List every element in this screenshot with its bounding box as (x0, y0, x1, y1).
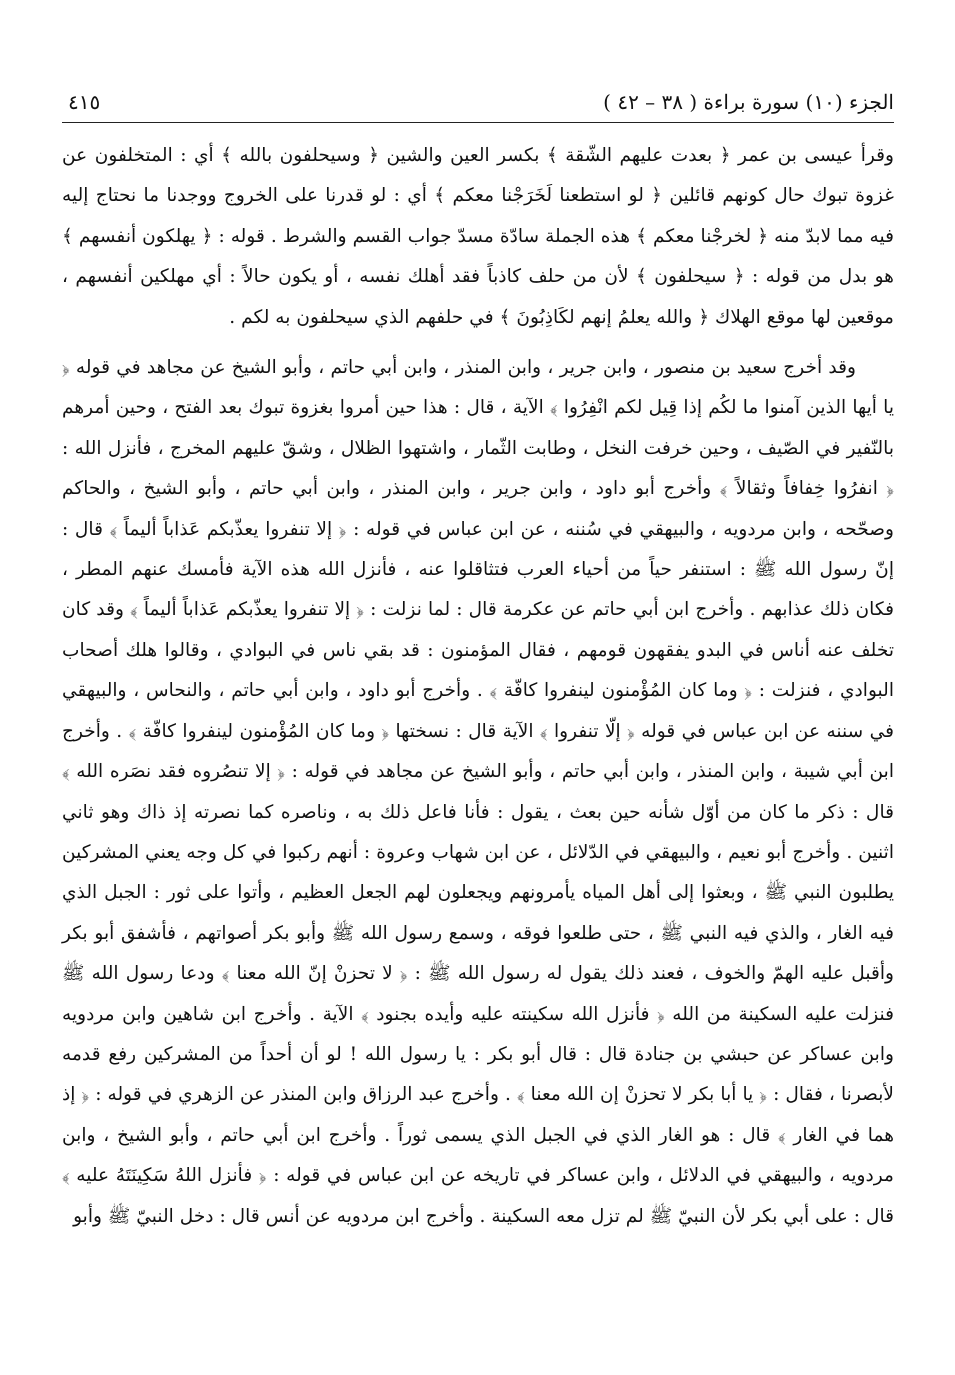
paragraph: وقد أخرج سعيد بن منصور ، وابن جرير ، وابن المنذر ، وابن أبي حاتم ، وأبو الشيخ عن مجاهد في قوله ﴿ يا أيها الذين آمنوا ما لكُم إذا قِيل لكم انْفِرُوا ﴾ الآية ، قال : هذا حين أمروا بغزوة تبوك بعد الفتح ، وحين أمرهم بالنّفير في الصّيف ، وحين خرفت النخل ، وطابت الثّمار ، واشتهوا الظلال ، وشقّ عليهم المخرج ، فأنزل الله : ﴿ انفرُوا خِفافاً وثقالاً ﴾ وأخرج أبو داود ، وابن جرير ، وابن المنذر ، وابن أبي حاتم ، وأبو الشيخ ، والحاكم وصحّحه ، وابن مردويه ، والبيهقي في سُننه ، عن ابن عباس في قوله : ﴿ إلا تنفروا يعذّبكم عَذاباً أليماً ﴾ قال : إنّ رسول الله ﷺ : استنفر حياً من أحياء العرب فتثاقلوا عنه ، فأنزل الله هذه الآية فأمسك عنهم المطر ، فكان ذلك عذابهم . وأخرج ابن أبي حاتم عن عكرمة قال : لما نزلت : ﴿ إلا تنفروا يعذّبكم عَذاباً أليماً ﴾ وقد كان تخلف عنه أناس في البدو يفقهون قومهم ، فقال المؤمنون : قد بقي ناس في البوادي ، وقالوا هلك أصحاب البوادي ، فنزلت : ﴿ وما كان المُؤْمنون لينفروا كافّة ﴾ . وأخرج أبو داود ، وابن أبي حاتم ، والنحاس ، والبيهقي في سننه عن ابن عباس في قوله ﴿ إلّا تنفروا ﴾ الآية قال : نسختها ﴿ وما كان المُؤْمنون لينفروا كافّة ﴾ . وأخرج ابن أبي شيبة ، وابن المنذر ، وابن أبي حاتم ، وأبو الشيخ عن مجاهد في قوله : ﴿ إلا تنصُروه فقد نصَره الله ﴾ قال : ذكر ما كان من أوّل شأنه حين بعث ، يقول : فأنا فاعل ذلك به ، وناصره كما نصرته إذ ذاك وهو ثاني اثنين . وأخرج أبو نعيم ، والبيهقي في الدّلائل ، عن ابن شهاب وعروة : أنهم ركبوا في كل وجه يعني المشركين يطلبون النبي ﷺ ، وبعثوا إلى أهل المياه يأمرونهم ويجعلون لهم الجعل العظيم ، وأتوا على ثور : الجبل الذي فيه الغار ، والذي فيه النبي ﷺ ، حتى طلعوا فوقه ، وسمع رسول الله ﷺ وأبو بكر أصواتهم ، فأشفق أبو بكر وأقبل عليه الهمّ والخوف ، فعند ذلك يقول له رسول الله ﷺ : ﴿ لا تحزنْ إنّ الله معنا ﴾ ودعا رسول الله ﷺ فنزلت عليه السكينة من الله ﴿ فأنزل الله سكينته عليه وأيده بجنود ﴾ الآية . وأخرج ابن شاهين وابن مردويه وابن عساكر عن حبشي بن جنادة قال : قال أبو بكر : يا رسول الله ! لو أن أحداً من المشركين رفع قدمه لأبصرنا ، فقال : ﴿ يا أبا بكر لا تحزنْ إن الله معنا ﴾ . وأخرج عبد الرزاق وابن المنذر عن الزهري في قوله : ﴿ إذ هما في الغار ﴾ قال : هو الغار الذي في الجبل الذي يسمى ثوراً . وأخرج ابن أبي حاتم ، وأبو الشيخ ، وابن مردويه ، والبيهقي في الدلائل ، وابن عساكر في تاريخه عن ابن عباس في قوله : ﴿ فأنزل اللهُ سَكِينَتَهُ عليه ﴾ قال : على أبي بكر لأن النبيّ ﷺ لم تزل معه السكينة . وأخرج ابن مردويه عن أنس قال : دخل النبيّ ﷺ وأبو (62, 357, 895, 1227)
running-header (62, 88, 894, 123)
main-text (62, 136, 894, 1237)
running-title: الجزء (١٠) سورة براءة ( ٣٨ – ٤٢ ) (603, 90, 894, 114)
page-number: ٤١٥ (68, 90, 101, 114)
paragraph: وقرأ عيسى بن عمر ﴿ بعدت عليهم الشّقة ﴾ بكسر العين والشين ﴿ وسيحلفون بالله ﴾ أي : المتخلفون عن غزوة تبوك حال كونهم قائلين ﴿ لو استطعنا لَخَرَجْنا معكم ﴾ أي : لو قدرنا على الخروج ووجدنا ما نحتاج إليه فيه مما لابدّ منه ﴿ لخرجْنا معكم ﴾ هذه الجملة سادّة مسدّ جواب القسم والشرط . قوله : ﴿ يهلكون أنفسهم ﴾ هو بدل من قوله : ﴿ سيحلفون ﴾ لأن من حلف كاذباً فقد أهلك نفسه ، أو يكون حالاً : أي مهلكين أنفسهم ، موقعين لها موقع الهلاك ﴿ والله يعلمُ إنهم لكَاذِبُونَ ﴾ في حلفهم الذي سيحلفون به لكم . (62, 145, 894, 328)
